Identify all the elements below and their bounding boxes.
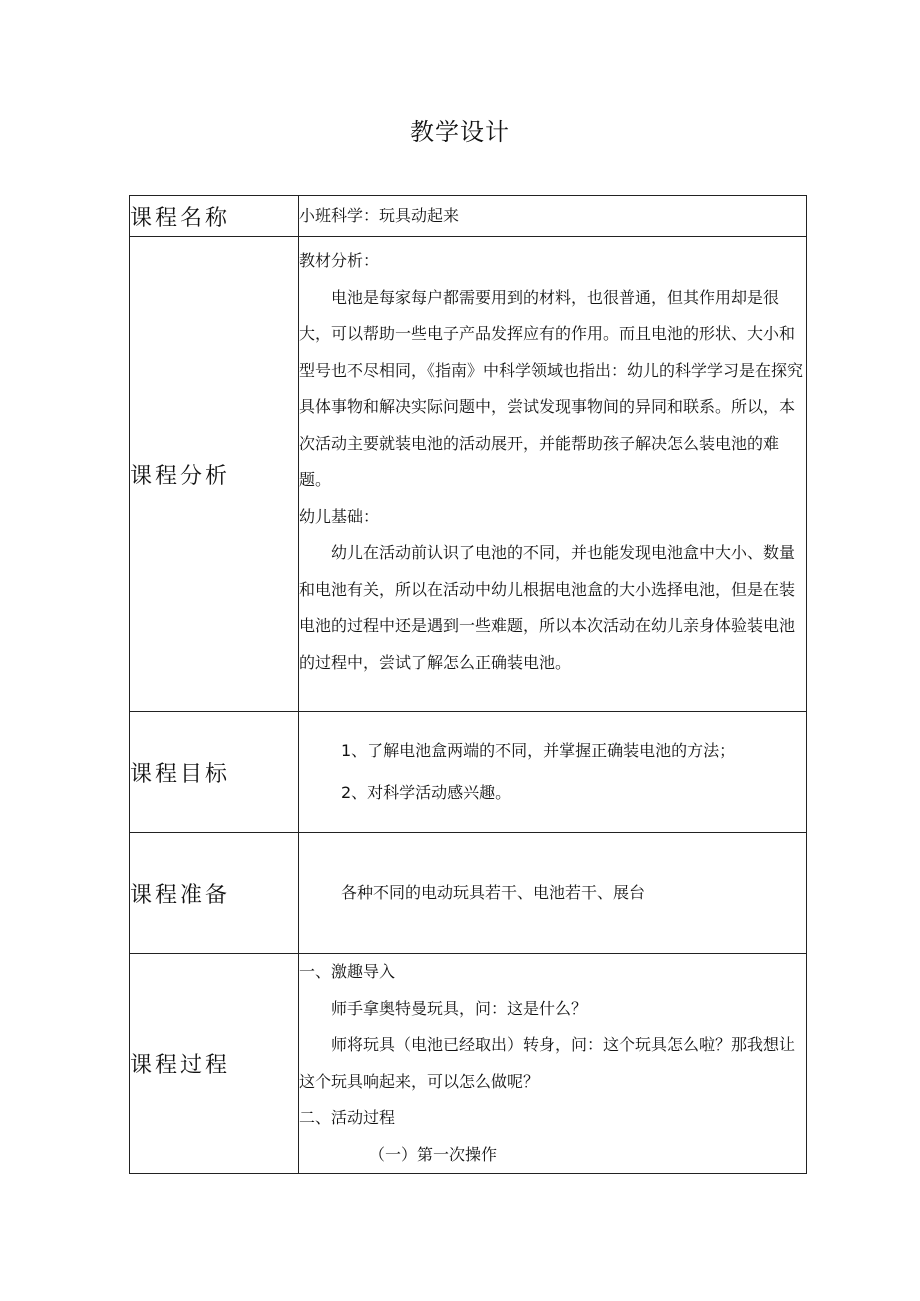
analysis-paragraph-material: 电池是每家每户都需要用到的材料，也很普通，但其作用却是很大，可以帮助一些电子产品发挥应有的作用。而且电池的形状、大小和型号也不尽相同，《指南》中科学领域也指出：幼儿的科学学习是在探究具体事物和解决实际问题中，尝试发现事物间的异同和联系。所以，本次活动主要就装电池的活动展开，并能帮助孩子解决怎么装电池的难题。 — [299, 287, 804, 489]
process-line-question-2: 师将玩具（电池已经取出）转身，问：这个玩具怎么啦？那我想让这个玩具响起来，可以怎么做呢？ — [299, 1035, 796, 1091]
label-course-goals: 课程目标 — [130, 712, 299, 833]
row-course-process — [130, 954, 807, 1174]
analysis-heading-children: 幼儿基础： — [299, 506, 380, 526]
row-course-prep — [130, 833, 807, 954]
row-course-name — [130, 196, 807, 237]
prep-materials: 各种不同的电动玩具若干、电池若干、展台 — [341, 882, 646, 902]
analysis-heading-material: 教材分析： — [299, 251, 380, 270]
cell-course-process — [299, 954, 807, 1174]
cell-course-goals — [299, 712, 807, 833]
document-title: 教学设计 — [410, 118, 510, 146]
analysis-paragraph-children: 幼儿在活动前认识了电池的不同，并也能发现电池盒中大小、数量和电池有关，所以在活动中幼儿根据电池盒的大小选择电池，但是在装电池的过程中还是遇到一些难题，所以本次活动在幼儿亲身体验装电池的过程中，尝试了解怎么正确装电池。 — [299, 543, 796, 672]
label-course-prep: 课程准备 — [130, 833, 299, 954]
row-course-analysis — [130, 237, 807, 712]
process-section-activity: 二、活动过程 — [299, 1108, 396, 1127]
label-course-process: 课程过程 — [130, 954, 299, 1174]
row-course-goals — [130, 712, 807, 833]
goal-item: 1、了解电池盒两端的不同，并掌握正确装电池的方法； — [341, 741, 736, 760]
cell-course-analysis — [299, 237, 807, 712]
value-course-name: 小班科学：玩具动起来 — [299, 196, 807, 237]
cell-course-prep — [299, 833, 807, 954]
process-section-intro: 一、激趣导入 — [299, 962, 396, 981]
lesson-plan-table — [129, 195, 807, 1174]
label-course-name: 课程名称 — [130, 196, 299, 237]
goal-item: 2、对科学活动感兴趣。 — [341, 783, 512, 802]
label-course-analysis: 课程分析 — [130, 237, 299, 712]
process-line-question-1: 师手拿奥特曼玩具，问：这是什么？ — [331, 998, 588, 1018]
process-subsection-first-operation: （一）第一次操作 — [369, 1144, 498, 1164]
